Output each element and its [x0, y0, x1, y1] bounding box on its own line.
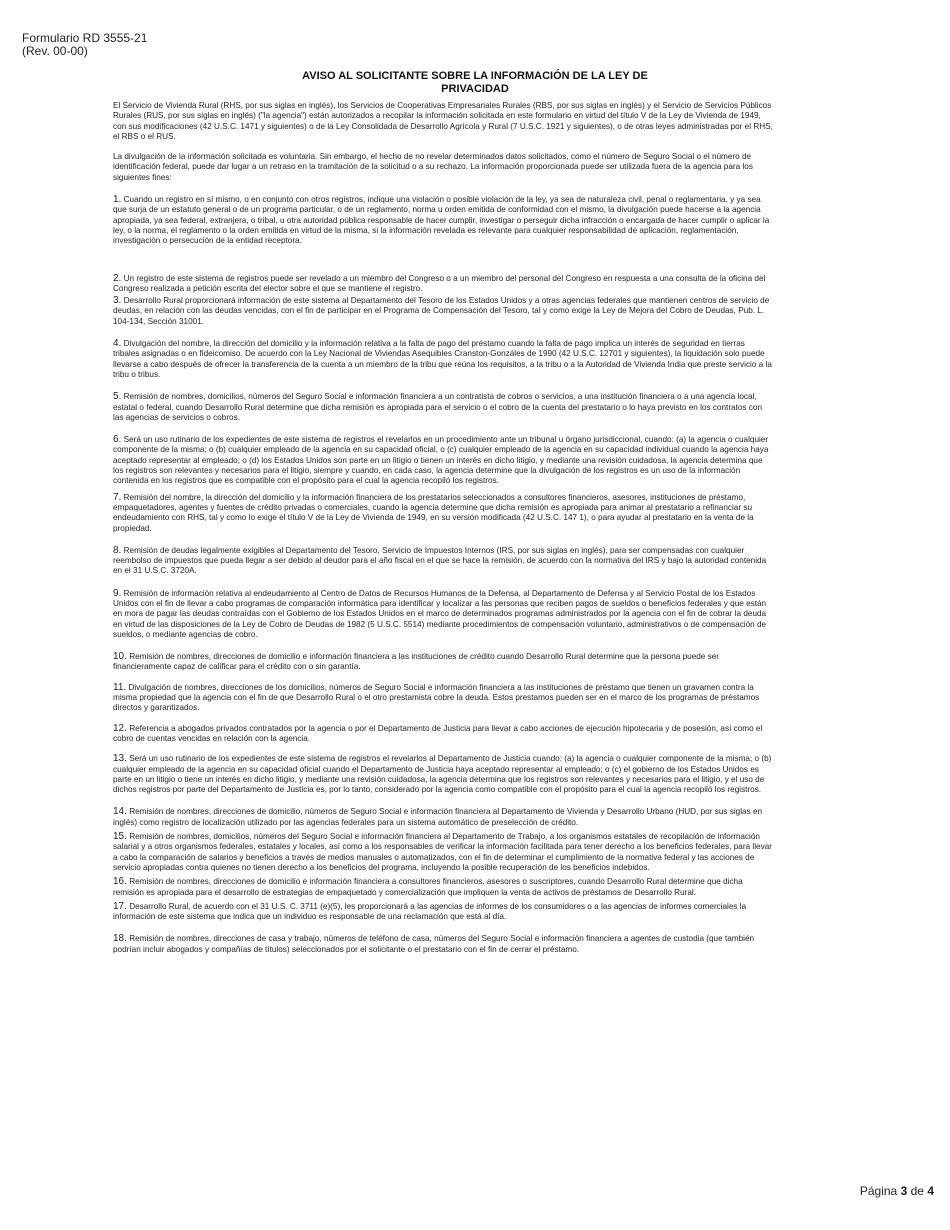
list-item	[113, 493, 773, 534]
item-number: 14.	[113, 806, 127, 818]
list-item	[113, 754, 773, 795]
item-text: Referencia a abogados privados contratados por la agencia o por el Departamento de Justicia para llevar a cabo acciones de ejecución hipotecaria y de posesión, así como el cobro de cuentas vencidas en relación con la agencia.	[113, 723, 763, 743]
item-number: 9.	[113, 587, 122, 599]
list-item	[113, 589, 773, 640]
item-text: Remisión de nombres, direcciones de domicilio e información financiera a consultores financieros, asesores o suscriptores, cuando Desarrollo Rural determine que dicha remisión es apropiada para el desarrollo de estrategias de empaquetado y comercialización que impliquen la venta de activos de préstamos de Desarrollo Rural.	[113, 877, 743, 897]
item-number: 2.	[113, 272, 122, 284]
item-number: 13.	[113, 753, 127, 765]
page-word: Página	[859, 1184, 898, 1198]
form-identifier	[22, 32, 147, 58]
list-item	[113, 877, 773, 898]
item-text: Será un uso rutinario de los expedientes de este sistema de registros el revelarlos en un procedimiento ante un tribunal u órgano jurisdiccional, cuando: (a) la agencia o cualquier componente de la misma; o (b) cualquier empleado de la agencia en su capacidad oficial, o (c) cualquier empleado de la agencia en su capacidad individual cuando la agencia haya aceptado representar al empleado; o (d) los Estados Unidos son parte en un litigio o tienen un interés en dicho litigio, y mediante una revisión cuidadosa, la agencia determina que los registros son relevantes y necesarios para el litigio, siempre y cuando, en cada caso, la agencia determine que la divulgación de los registros es un uso de la información contenida en los registros que es compatible con el propósito para el cual la agencia recopiló los registros.	[113, 435, 769, 486]
item-text: Remisión de nombres, direcciones de domicilio, números de Seguro Social e información financiera al Departamento de Vivienda y Desarrollo Urbano (HUD, por sus siglas en inglés) como registro de localización utilizado por las agencias federales para un sistema automático de preselección de crédito.	[113, 807, 763, 827]
total-pages: 4	[927, 1184, 934, 1198]
item-text: Divulgación de nombres, direcciones de los domicilios, números de Seguro Social e información financiera a las instituciones de préstamo que tienen un gravamen contra la misma propiedad que la agencia con el fin de que Desarrollo Rural o el otro prestamista cobre la deuda. Estos prestamos pueden ser en el marco de los programas de préstamos directos y garantizados.	[113, 682, 760, 713]
item-number: 5.	[113, 391, 122, 403]
list-item	[113, 195, 773, 246]
list-item	[113, 807, 773, 828]
list-item	[113, 392, 773, 423]
list-item	[113, 934, 773, 955]
list-item	[113, 274, 773, 295]
item-number: 15.	[113, 831, 127, 843]
page-number	[860, 1184, 934, 1198]
item-text: Desarrollo Rural, de acuerdo con el 31 U.S. C. 3711 (e)(5), les proporcionará a las agencias de informes de los consumidores o a las agencias de informes comerciales la información de este sistema que indica que un individuo es responsable de una reclamación que está al día.	[113, 901, 747, 922]
item-number: 4.	[113, 338, 122, 350]
item-number: 6.	[113, 434, 122, 446]
item-number: 17.	[113, 900, 127, 912]
item-number: 10.	[113, 651, 127, 663]
item-text: Remisión de nombres, direcciones de casa y trabajo, números de teléfono de casa, números del Seguro Social e información financiera a agentes de custodia (que también podrían incluir abogados y compañías de títulos) seleccionados por el solicitante o el prestatario con el fin de cerrar el préstamo.	[113, 934, 755, 954]
list-item	[113, 832, 773, 873]
list-item	[113, 339, 773, 380]
title-line-2: PRIVACIDAD	[441, 83, 509, 95]
item-number: 18.	[113, 933, 127, 945]
list-item	[113, 435, 773, 486]
list-item	[113, 724, 773, 745]
item-number: 3.	[113, 295, 122, 307]
form-number: Formulario RD 3555-21	[22, 31, 148, 45]
item-text: Divulgación del nombre, la dirección del domicilio y la información relativa a la falta de pago del préstamo cuando la falta de pago implica un interés de seguridad en tierras tribales asignadas o en fideicomiso. De acuerdo con la Ley Nacional de Viviendas Asequibles Cranston-Gonzáles de 1990 (42 U.S.C. 12701 y siguientes), la liquidación solo puede llevarse a cabo después de ofrecer la transferencia de la cuenta a un miembro de la tribu que reúna los requisitos, a la tribu o a la Autoridad de Vivienda India que preste servicio a la tribu o tribus.	[113, 339, 772, 379]
list-item	[113, 902, 773, 923]
item-number: 1.	[113, 194, 122, 206]
list-item	[113, 296, 773, 327]
item-number: 7.	[113, 491, 122, 503]
of-word: de	[910, 1184, 924, 1198]
item-text: Remisión de nombres, direcciones de domicilio e información financiera a las instituciones de crédito cuando Desarrollo Rural determine que la persona puede ser financieramente capaz de calificar para el crédito con o sin garantía.	[113, 652, 720, 672]
item-number: 11.	[113, 681, 127, 693]
item-text: Remisión de deudas legalmente exigibles al Departamento del Tesoro, Servicio de Impuestos Internos (IRS, por sus siglas en inglés), para ser compensadas con cualquier reembolso de impuestos que pueda llegar a ser debido al deudor para el año fiscal en el que se hace la remisión, de acuerdo con la normativa del IRS y bajo la autoridad contenida en el 31 U.S.C. 3720A.	[113, 545, 767, 576]
form-revision: (Rev. 00-00)	[22, 44, 88, 58]
current-page: 3	[900, 1184, 908, 1198]
item-text: Remisión de información relativa al endeudamiento al Centro de Datos de Recursos Humanos de la Defensa, al Departamento de Defensa y al Servicio Postal de los Estados Unidos con el fin de llevar a cabo programas de comparación informática para identificar y localizar a las personas que reciben pagos de sueldos o beneficios federales y que están en mora de pagar las deudas contraídas con el Gobierno de los Estados Unidos en el marco de determinados programas administrados por la agencia con el fin de cobrar la deuda en virtud de las disposiciones de la Ley de Cobro de Deudas de 1982 (5 U.S.C. 5514) mediante procedimientos de compensación voluntario, administrativos o de compensación de sueldos, o mediante agencias de cobro.	[113, 588, 767, 639]
item-number: 8.	[113, 544, 122, 556]
list-item	[113, 683, 773, 714]
intro-paragraph-disclosure: La divulgación de la información solicitada es voluntaria. Sin embargo, el hecho de no revelar determinados datos solicitados, como el número de Seguro Social o el número de identificación federal, puede dar lugar a un retraso en la tramitación de la solicitud o a su rechazo. La información proporcionada puede ser utilizada fuera de la agencia para los siguientes fines:	[113, 152, 753, 182]
item-number: 16.	[113, 876, 127, 888]
title-line-1: AVISO AL SOLICITANTE SOBRE LA INFORMACIÓN DE LA LEY DE	[302, 70, 648, 82]
privacy-notice-body	[113, 101, 773, 955]
list-item	[113, 652, 773, 673]
item-text: Remisión de nombres, domicilios, números del Seguro Social e información financiera al Departamento de Trabajo, a los organismos estatales de recopilación de información salarial y a otros organismos federales, estatales y locales, así como a los responsables de verificar la información facilitada para tener derecho a los beneficios federales, para llevar a cabo la comparación de salarios y beneficios a través de medios manuales o automatizados, con el fin de determinar el cumplimiento de la normativa federal y las acciones de servicio apropiadas contra quienes no tienen derecho a los beneficios del programa, incluyendo la posible recuperación de los beneficios indebidos.	[113, 832, 772, 872]
item-number: 12.	[113, 722, 127, 734]
page-title	[0, 70, 950, 96]
item-text: Un registro de este sistema de registros puede ser revelado a un miembro del Congreso o a un miembro del personal del Congreso en respuesta a una consulta de la oficina del Congreso realizada a petición escrita del elector sobre el que se mantiene el registro.	[113, 273, 766, 293]
item-text: Remisión del nombre, la dirección del domicilio y la información financiera de los prestatarios seleccionados a consultores financieros, asesores, instituciones de préstamo, empaquetadores, agentes y fuentes de crédito privadas o comerciales, cuando la agencia determine que dicha remisión es apropiada para animar al prestatario a refinanciar su endeudamiento con RHS, tal y como lo exige el título V de la Ley de Vivienda de 1949, en su versión modificada (42 U.S.C. 147 1), o para ayudar al prestatario en la venta de la propiedad.	[113, 492, 754, 533]
item-text: Será un uso rutinario de los expedientes de este sistema de registros el revelarlos al Departamento de Justicia cuando: (a) la agencia o cualquier componente de la misma; o (b) cualquier empleado de la agencia en su capacidad oficial cuando el Departamento de Justicia haya aceptado representar al empleado; o (c) el gobierno de los Estados Unidos es parte en un litigio o tiene un interés en dicho litigio, y mediante una revisión cuidadosa, la agencia determina que los registros son relevantes y necesarios para el litigio, y el uso de dichos registros por parte del Departamento de Justicia es, por lo tanto, considerado por la agencia como compatible con el propósito para el cual la agencia recopiló los registros.	[113, 754, 772, 795]
item-text: Remisión de nombres, domicilios, números del Seguro Social e información financiera a un contratista de cobros o servicios, a una institución financiera o a una agencia local, estatal o federal, cuando Desarrollo Rural determine que dicha remisión es apropiada para el servicio o el cobro de la cuenta del prestatario o lo haya previsto en los contratos con las agencias de servicios o cobros.	[113, 392, 763, 422]
intro-paragraph-authority: El Servicio de Vivienda Rural (RHS, por sus siglas en inglés), los Servicios de Cooperativas Empresariales Rurales (RBS, por sus siglas en inglés) y el Servicio de Servicios Públicos Rurales (RUS, por sus siglas en inglés) ("la agencia") están autorizados a recopilar la información solicitada en este formulario en virtud del título V de la Ley de Vivienda de 1949, con sus modificaciones (42 U.S.C. 1471 y siguientes) o de la Ley Consolidada de Desarrollo Agrícola y Rural (7 U.S.C. 1921 y siguientes), o de otras leyes administradas por el RHS, el RBS o el RUS.	[113, 101, 773, 141]
list-item	[113, 546, 773, 577]
item-text: Desarrollo Rural proporcionará información de este sistema al Departamento del Tesoro de los Estados Unidos y a otras agencias federales que mantienen centros de servicio de deudas, en relación con las deudas vencidas, con el fin de participar en el Programa de Compensación del Tesoro, tal y como exige la Ley de Mejora del Cobro de Deudas, Pub. L. 104-134, Sección 31001.	[113, 296, 770, 326]
item-text: Cuando un registro en sí mismo, o en conjunto con otros registros, indique una violación o posible violación de la ley, ya sea de naturaleza civil, penal o reglamentaria, y ya sea que surja de un estatuto general o de un programa particular, o de un reglamento, norma u orden emitida de conformidad con el mismo, la divulgación puede hacerse a la agencia apropiada, ya sea federal, extranjera, o tribal, u otra autoridad pública responsable de hacer cumplir, investigar o perseguir dicha infracción o encargada de hacer cumplir o aplicar la ley, o la norma, el reglamento o la orden emitida en virtud de la misma, si la información revelada es relevante para cualquier responsabilidad de aplicación, reglamentación, investigación o persecución de la entidad receptora.	[113, 195, 770, 246]
